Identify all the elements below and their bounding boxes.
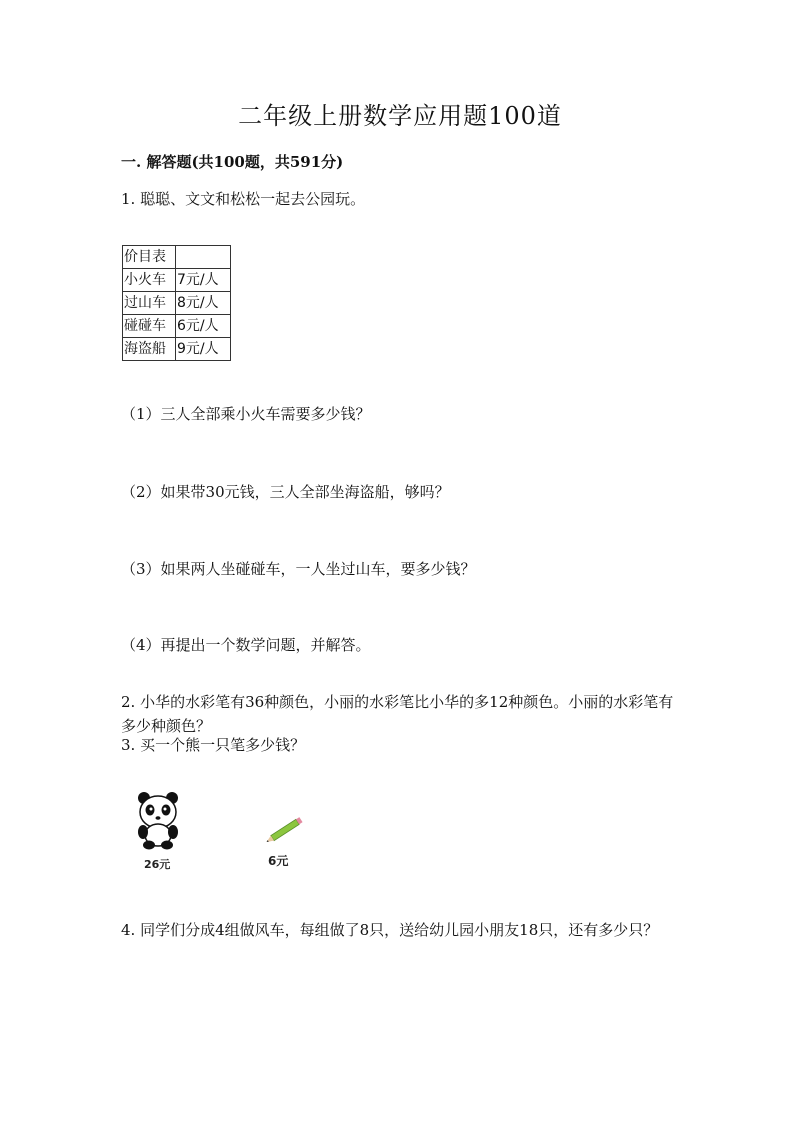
question-1-stem: 1. 聪聪、文文和松松一起去公园玩。 [121, 190, 366, 208]
pencil-price-label: 6元 [268, 854, 289, 868]
table-cell: 海盗船 [123, 338, 176, 361]
table-cell [176, 246, 231, 269]
table-cell: 8元/人 [176, 292, 231, 315]
table-cell: 碰碰车 [123, 315, 176, 338]
panda-icon [134, 790, 184, 850]
table-cell: 价目表 [123, 246, 176, 269]
question-1-sub-3: （3）如果两人坐碰碰车，一人坐过山车，要多少钱？ [121, 560, 476, 578]
price-table [122, 245, 231, 361]
pencil-icon [262, 815, 308, 845]
question-1-sub-1: （1）三人全部乘小火车需要多少钱？ [121, 405, 371, 423]
question-1-sub-2: （2）如果带30元钱，三人全部坐海盗船，够吗？ [121, 483, 450, 501]
table-cell: 6元/人 [176, 315, 231, 338]
table-row [123, 292, 231, 315]
question-1-sub-4: （4）再提出一个数学问题，并解答。 [121, 636, 371, 654]
table-row [123, 338, 231, 361]
question-2: 2. 小华的水彩笔有36种颜色，小丽的水彩笔比小华的多12种颜色。小丽的水彩笔有多少种颜色？ [121, 693, 674, 735]
table-cell: 过山车 [123, 292, 176, 315]
table-row [123, 246, 231, 269]
page-title: 二年级上册数学应用题100道 [238, 102, 562, 130]
table-row [123, 315, 231, 338]
table-cell: 7元/人 [176, 269, 231, 292]
table-cell: 9元/人 [176, 338, 231, 361]
table-cell: 小火车 [123, 269, 176, 292]
table-row [123, 269, 231, 292]
bear-price-label: 26元 [144, 858, 171, 871]
section-heading: 一. 解答题(共100题，共591分) [121, 153, 344, 171]
question-3-stem: 3. 买一个熊一只笔多少钱？ [121, 736, 306, 754]
question-4: 4. 同学们分成4组做风车，每组做了8只，送给幼儿园小朋友18只，还有多少只？ [121, 921, 659, 939]
